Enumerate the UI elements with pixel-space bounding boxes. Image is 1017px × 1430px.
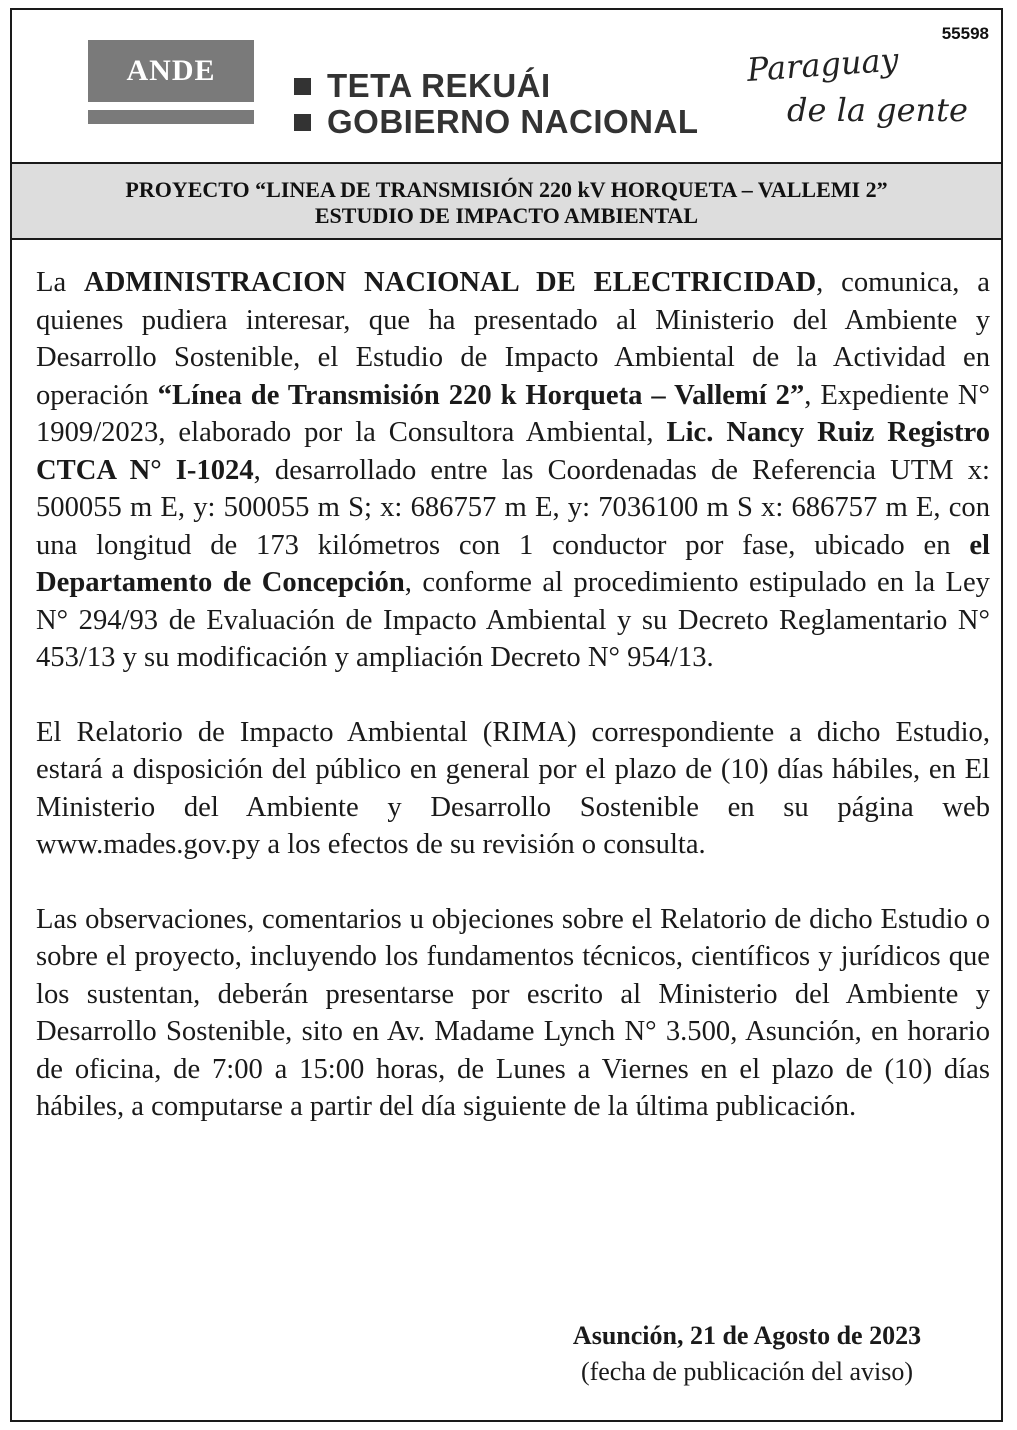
p1-text-5: , conforme al procedimiento estipulado en la Ley N° 294/93 de Evaluación de Impacto Ambiental y su Decreto Reglamentario N° 453/13 y su modificación y ampliación Decreto N° 954/13. <box>36 567 990 673</box>
ande-logo-bar <box>88 110 254 124</box>
p1-text-2: , comunica, a quienes pudiera interesar, que ha presentado al Ministerio del Ambiente y Desarrollo Sostenible, el Estudio de Impacto Ambiental de la Actividad en operación <box>36 267 990 411</box>
p1-bold-1: ADMINISTRACION NACIONAL DE ELECTRICIDAD <box>84 267 817 298</box>
title-band <box>12 162 1001 240</box>
gov-line1: TETA REKUÁI <box>327 67 551 104</box>
ande-logo-text: ANDE <box>88 40 254 102</box>
notice-frame <box>10 8 1003 1422</box>
p1-bold-3: Lic. Nancy Ruiz Registro CTCA N° I-1024 <box>36 417 990 486</box>
p1-bold-4: el Departamento de Concepción <box>36 529 990 598</box>
slogan-line2: de la gente <box>787 91 968 129</box>
square-bullet-icon <box>294 78 311 95</box>
paragraph-2: El Relatorio de Impacto Ambiental (RIMA) correspondiente a dicho Estudio, estará a disposición del público en general por el plazo de (10) días hábiles, en El Ministerio del Ambiente y Desarrollo Sostenible en su página web www.mades.gov.py a los efectos de su revisión o consulta. <box>36 716 990 860</box>
p1-text-1: La <box>36 267 85 298</box>
reference-number: 55598 <box>941 24 989 43</box>
p1-bold-2: “Línea de Transmisión 220 k Horqueta – Vallemí 2” <box>157 379 805 411</box>
notice-body <box>36 264 990 1163</box>
title-line1: PROYECTO “LINEA DE TRANSMISIÓN 220 kV HORQUETA – VALLEMI 2” <box>125 177 888 202</box>
p1-text-4: , desarrollado entre las Coordenadas de Referencia UTM x: 500055 m E, y: 500055 m S; x: 686757 m E, y: 7036100 m S x: 686757 m E, con una longitud de 173 kilómetros con 1 conductor por fase, ubicado en <box>36 454 990 561</box>
paragraph-3: Las observaciones, comentarios u objeciones sobre el Relatorio de dicho Estudio o sobre el proyecto, incluyendo los fundamentos técnicos, científicos y jurídicos que los sustentan, deberán presentarse por escrito al Ministerio del Ambiente y Desarrollo Sostenible, sito en Av. Madame Lynch N° 3.500, Asunción, en horario de oficina, de 7:00 a 15:00 horas, de Lunes a Viernes en el plazo de (10) días hábiles, a computarse a partir del día siguiente de la última publicación. <box>36 903 990 1122</box>
signature-block <box>532 1318 962 1390</box>
square-bullet-icon <box>294 114 311 131</box>
p1-text-3: , Expediente N° 1909/2023, elaborado por la Consultora Ambiental, <box>36 379 990 448</box>
ande-logo <box>88 40 254 124</box>
paragraph-1 <box>36 264 990 677</box>
slogan-line1: Paraguay <box>745 40 900 89</box>
gov-line2: GOBIERNO NACIONAL <box>327 103 699 140</box>
signature-date: Asunción, 21 de Agosto de 2023 <box>572 1321 922 1350</box>
title-line2: ESTUDIO DE IMPACTO AMBIENTAL <box>314 203 699 228</box>
government-logo <box>294 68 699 140</box>
signature-note: (fecha de publicación del aviso) <box>580 1357 914 1386</box>
slogan-logo <box>745 40 968 130</box>
